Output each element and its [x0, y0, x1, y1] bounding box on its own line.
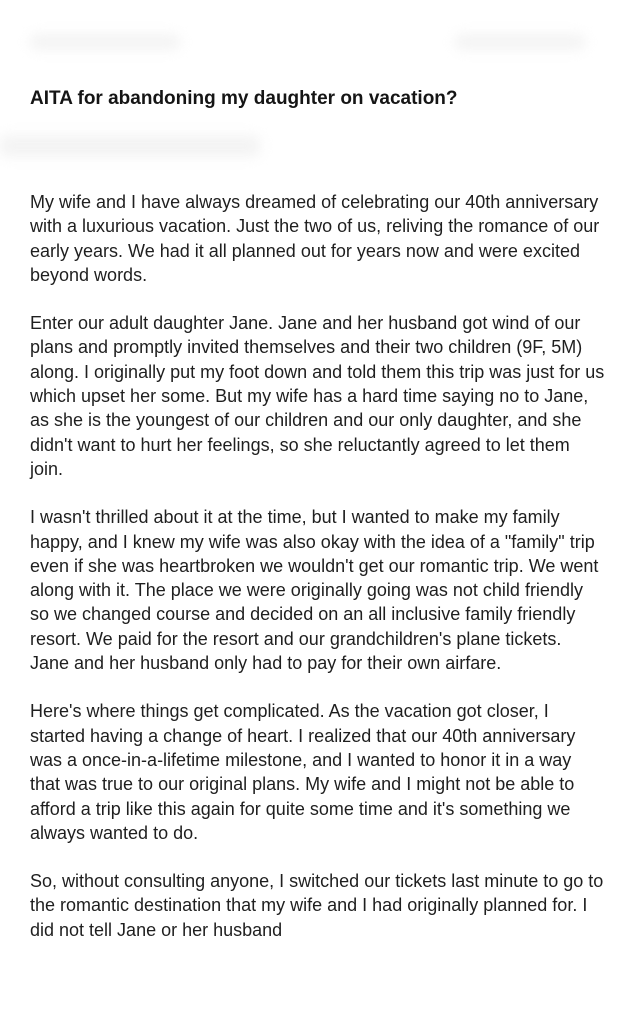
post-paragraph-2: Enter our adult daughter Jane. Jane and her husband got wind of our plans and promptly invited themselves and their two children (9F, 5M) along. I originally put my foot down and told them this trip was just for us which upset her some. But my wife has a hard time saying no to Jane, as she is the youngest of our children and our only daughter, and she didn't want to hurt her feelings, so she reluctantly agreed to let them join. — [30, 313, 605, 479]
blurred-header-left — [30, 34, 180, 50]
post-body — [30, 190, 605, 966]
post-paragraph-5: So, without consulting anyone, I switched our tickets last minute to go to the romantic destination that my wife and I had originally planned for. I did not tell Jane or her husband — [30, 871, 604, 940]
post-paragraph-1: My wife and I have always dreamed of celebrating our 40th anniversary with a luxurious vacation. Just the two of us, reliving the romance of our early years. We had it all planned out for years now and were excited beyond words. — [30, 192, 600, 285]
blurred-header-right — [455, 34, 585, 50]
post-title: AITA for abandoning my daughter on vacation? — [30, 88, 458, 109]
blurred-meta — [0, 135, 260, 157]
post-paragraph-4: Here's where things get complicated. As the vacation got closer, I started having a change of heart. I realized that our 40th anniversary was a once-in-a-lifetime milestone, and I wanted to honor it in a way that was true to our original plans. My wife and I might not be able to afford a trip like this again for quite some time and it's something we always wanted to do. — [30, 701, 576, 843]
post-paragraph-3: I wasn't thrilled about it at the time, but I wanted to make my family happy, and I knew my wife was also okay with the idea of a "family" trip even if she was heartbroken we wouldn't get our romantic trip. We went along with it. The place we were originally going was not child friendly so we changed course and decided on an all inclusive family friendly resort. We paid for the resort and our grandchildren's plane tickets. Jane and her husband only had to pay for their own airfare. — [30, 507, 599, 674]
